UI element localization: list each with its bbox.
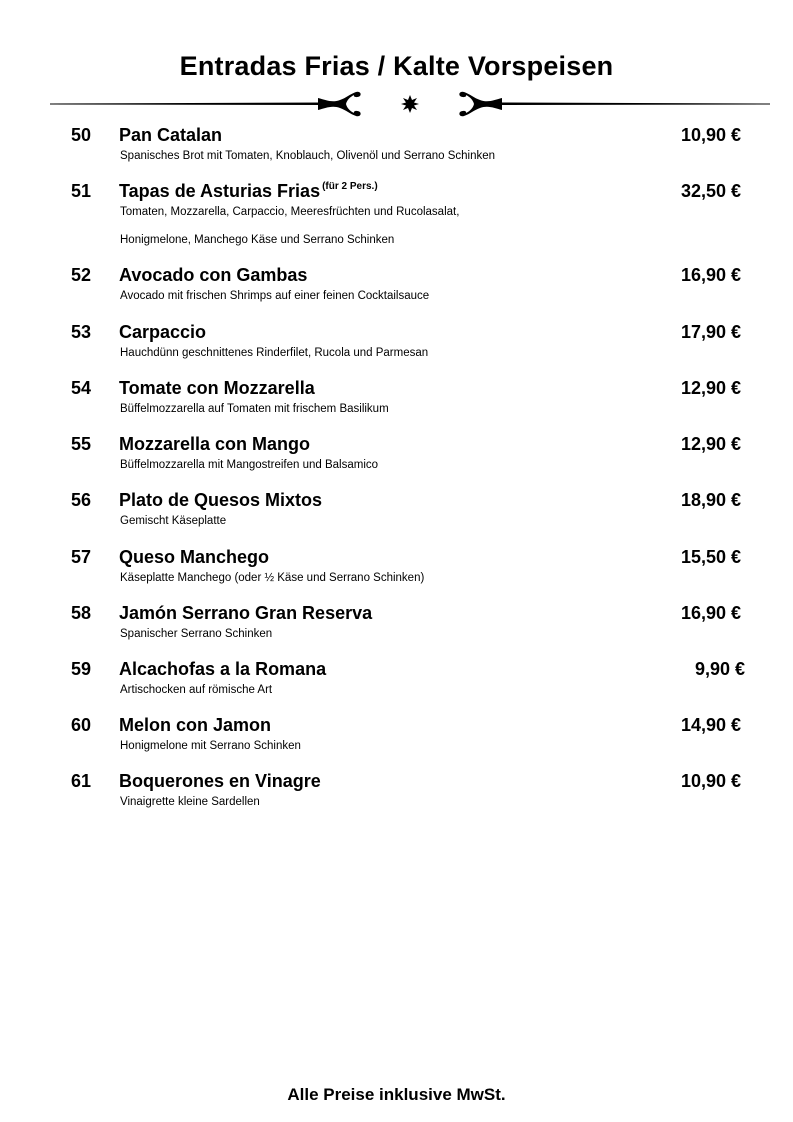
item-description: Honigmelone mit Serrano Schinken [120,740,301,752]
item-number: 59 [71,659,92,679]
item-number: 61 [71,771,92,791]
item-price: 17,90 € [680,322,741,342]
item-number: 56 [71,490,92,510]
item-price: 12,90 € [680,378,741,398]
item-number: 57 [71,547,92,567]
star-icon [401,95,419,113]
item-name: Tomate con Mozzarella [119,378,315,398]
item-name: Avocado con Gambas [119,265,308,285]
item-price: 18,90 € [680,490,741,510]
item-name: Pan Catalan [119,125,223,145]
item-description: Spanisches Brot mit Tomaten, Knoblauch, Olivenöl und Serrano Schinken [120,150,496,162]
item-description: Spanischer Serrano Schinken [120,628,273,640]
item-name: Carpaccio [119,322,207,342]
item-number: 51 [71,181,92,201]
page-title: Entradas Frias / Kalte Vorspeisen [179,51,614,81]
item-description: Vinaigrette kleine Sardellen [120,796,260,808]
item-name: Boquerones en Vinagre [119,771,321,791]
item-description: Tomaten, Mozzarella, Carpaccio, Meeresfrüchten und Rucolasalat, [120,206,460,218]
item-number: 60 [71,715,92,735]
item-price: 16,90 € [680,603,741,623]
item-description: Artischocken auf römische Art [120,684,273,696]
item-number: 50 [71,125,92,145]
item-price: 32,50 € [680,181,741,201]
item-price: 12,90 € [680,434,741,454]
item-name: Tapas de Asturias Frias $^{(für 2 Pers.)}$ [119,181,378,201]
item-price: 10,90 € [680,125,741,145]
ornamental-divider-icon [50,88,770,120]
item-description-line-2: Honigmelone, Manchego Käse und Serrano Schinken [120,234,395,246]
item-number: 54 [71,378,92,398]
item-name: Jamón Serrano Gran Reserva [119,603,373,623]
item-note: (für 2 Pers.) [322,181,378,192]
item-name: Plato de Quesos Mixtos [119,490,323,510]
item-number: 53 [71,322,92,342]
item-price: 9,90 € [694,659,745,679]
item-name: Mozzarella con Mango [119,434,311,454]
price-note-footer: Alle Preise inklusive MwSt. [287,1085,506,1104]
item-number: 55 [71,434,92,454]
item-name: Melon con Jamon [119,715,272,735]
item-number: 52 [71,265,92,285]
item-number: 58 [71,603,92,623]
item-price: 14,90 € [680,715,741,735]
item-name: Alcachofas a la Romana [119,659,327,679]
item-price: 10,90 € [680,771,741,791]
item-description: Büffelmozzarella auf Tomaten mit frischem Basilikum [120,403,389,415]
item-description: Hauchdünn geschnittenes Rinderfilet, Rucola und Parmesan [120,347,429,359]
item-price: 16,90 € [680,265,741,285]
item-description: Gemischt Käseplatte [120,515,227,527]
item-description: Büffelmozzarella mit Mangostreifen und Balsamico [120,459,379,471]
item-description: Käseplatte Manchego (oder ½ Käse und Serrano Schinken) [120,572,425,584]
item-name: Queso Manchego [119,547,270,567]
item-price: 15,50 € [680,547,741,567]
item-description: Avocado mit frischen Shrimps auf einer feinen Cocktailsauce [120,290,430,302]
